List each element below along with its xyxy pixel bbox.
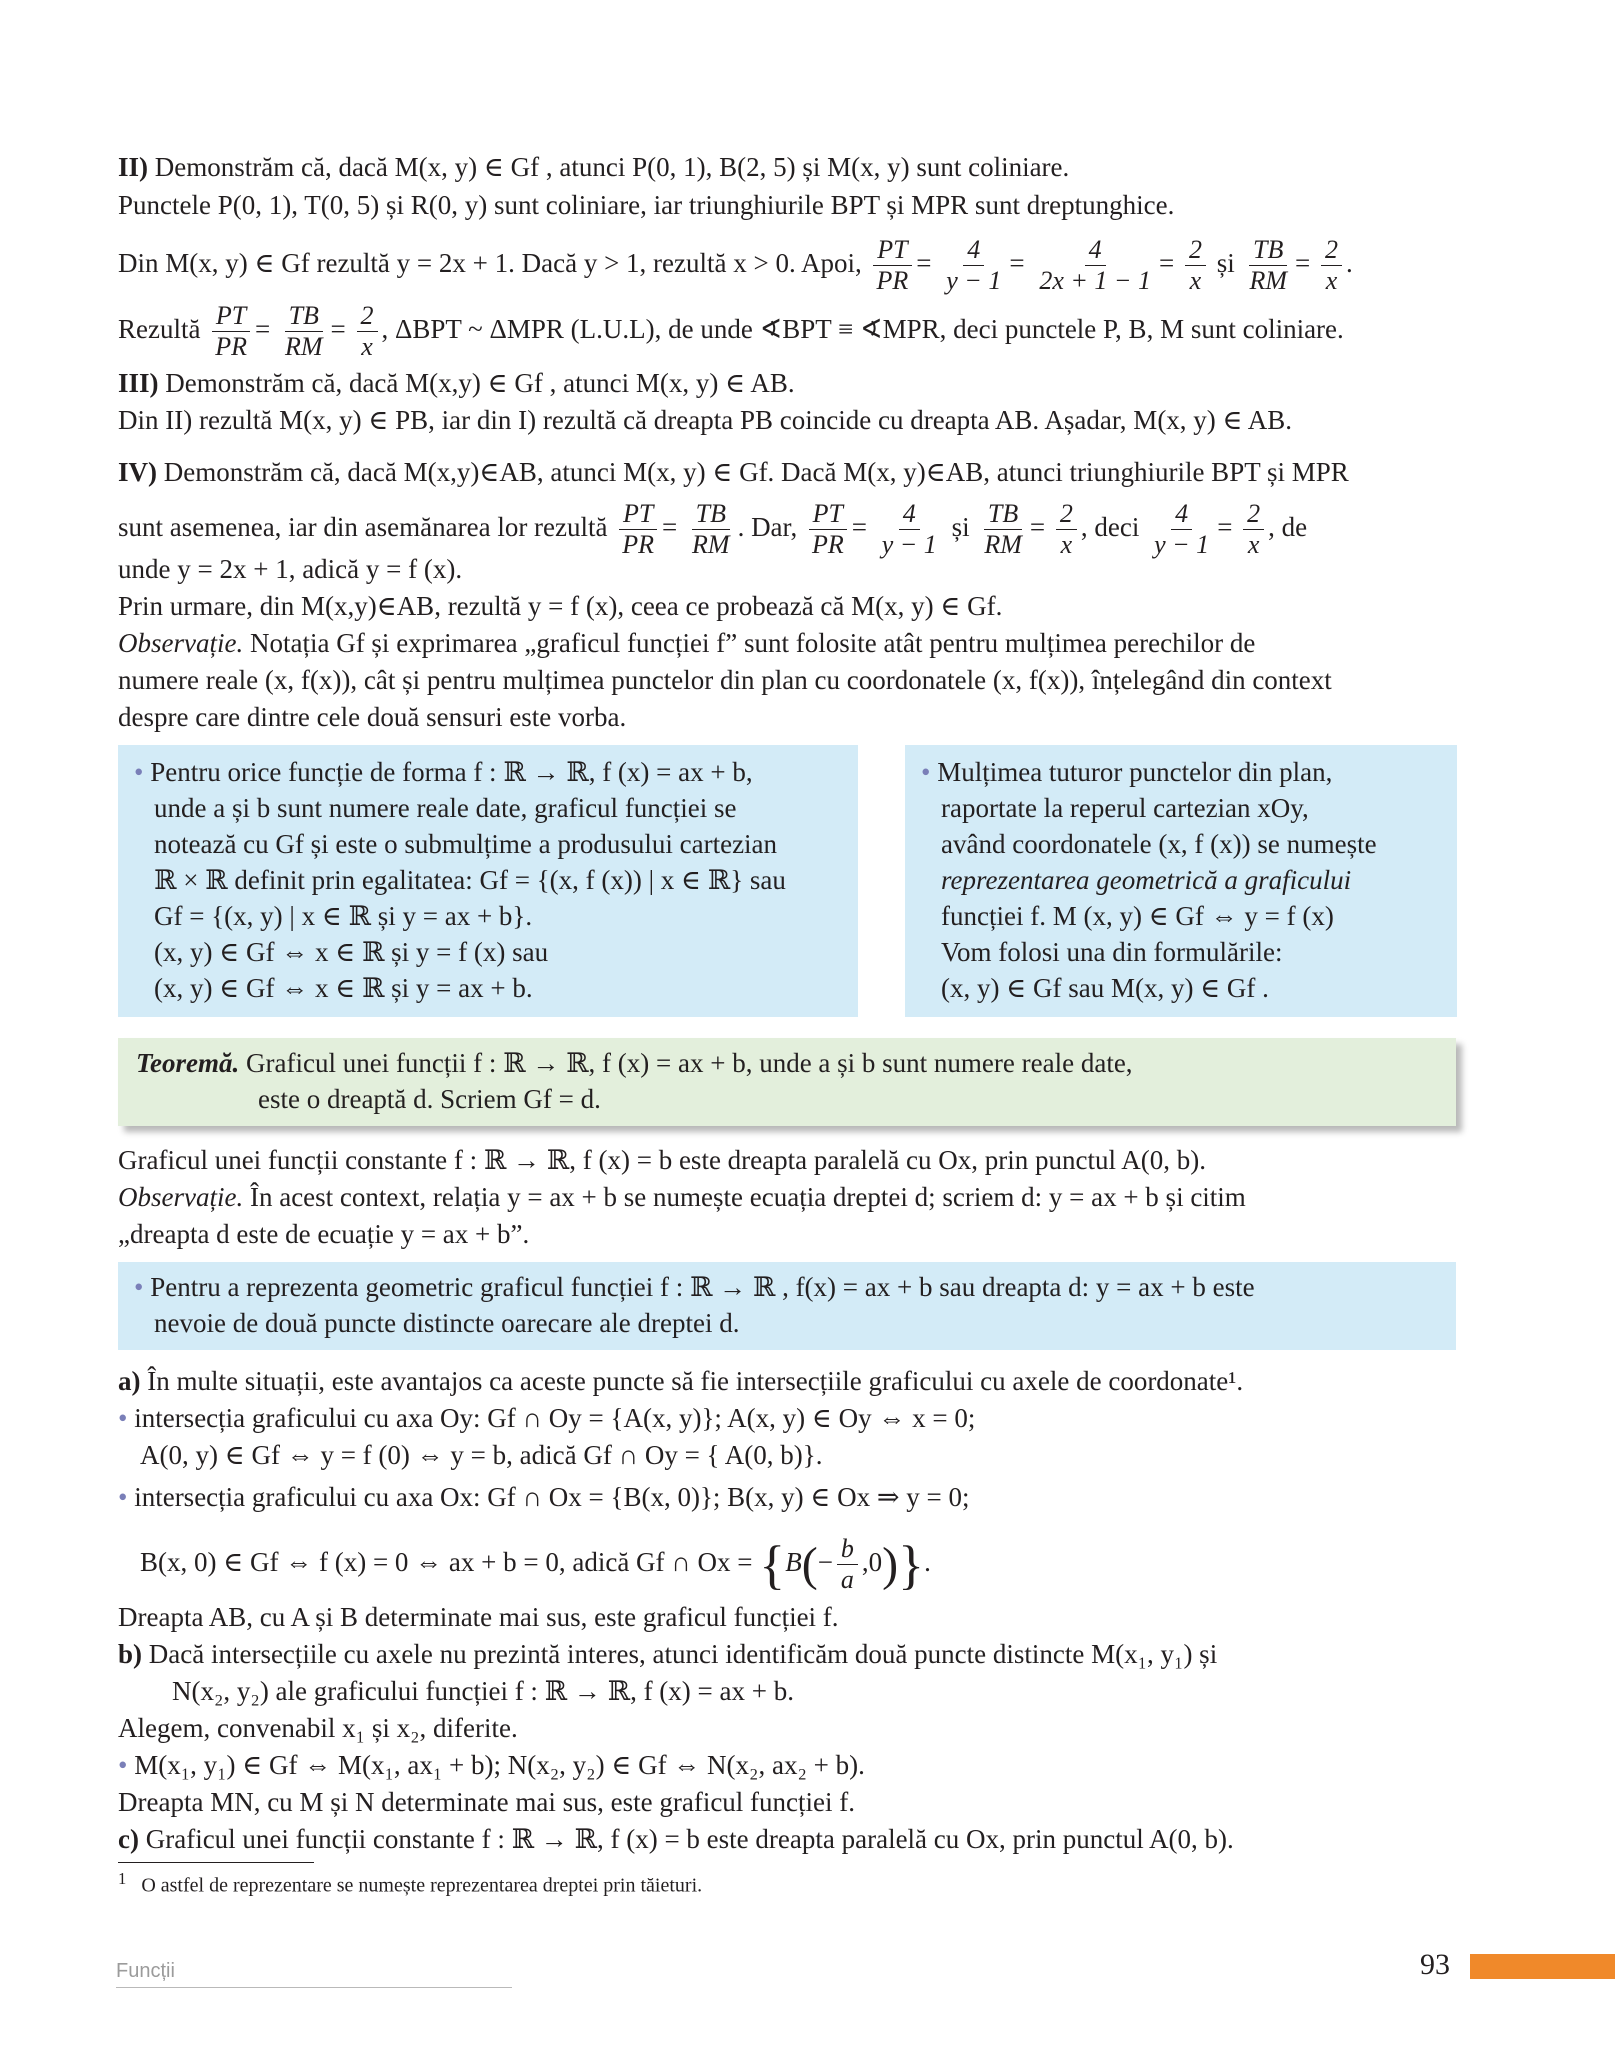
page-accent-bar: [1470, 1954, 1615, 1979]
footnote-rule: [118, 1862, 314, 1863]
section-iii-line-2: Din II) rezultă M(x, y) ∈ PB, iar din I) rezultă că dreapta PB coincide cu dreapta AB. Așadar, M(x, y) ∈ AB.: [118, 405, 1293, 435]
box-left-line-1: • Pentru orice funcție de forma f : ℝ → ℝ, f (x) = ax + b,: [134, 757, 753, 787]
section-ii-line-3: Din M(x, y) ∈ Gf rezultă y = 2x + 1. Dacă y > 1, rezultă x > 0. Apoi, $\frac{PT}{PR}$ = $\frac{4}{y - 1}$ = $\frac{4}{2x + 1 - 1}$ = $\frac{2}{x}$ și $\frac{TB}{RM}$ = $\frac{2}{x}$ .: [118, 235, 1353, 296]
representation-box: [118, 1262, 1456, 1350]
fraction-2-x: $\frac{2}{x}$: [1185, 235, 1206, 296]
method-a-line-6: Dreapta AB, cu A și B determinate mai sus, este graficul funcției f.: [118, 1602, 839, 1632]
definition-box-left: • Pentru orice funcție de forma f : ℝ → ℝ, f (x) = ax + b, unde a și b sunt numere reale date, graficul funcției se notează cu Gf și este o submulțime a produsului cartezian ℝ × ℝ definit prin egalitatea: Gf = {(x, f (x)) | x ∈ ℝ} sau Gf = {(x, y) | x ∈ ℝ și y = ax + b}. (x, y) ∈ Gf ⇔ x ∈ ℝ și y = f (x) sau (x, y) ∈ Gf ⇔ x ∈ ℝ și y = ax + b.: [118, 745, 858, 1017]
theorem-line-1: Teoremă. Graficul unei funcții f : ℝ → ℝ, f (x) = ax + b, unde a și b sunt numere reale date,: [136, 1048, 1133, 1078]
box-right-line-1: • Mulțimea tuturor punctelor din plan,: [921, 757, 1333, 787]
observation-2-line-1: Observație. În acest context, relația y = ax + b se numește ecuația dreptei d; scriem d: y = ax + b și citim: [118, 1182, 1246, 1212]
method-a-line-4: • intersecția graficului cu axa Ox: Gf ∩ Ox = {B(x, 0)}; B(x, y) ∈ Ox ⇒ y = 0;: [118, 1482, 970, 1512]
section-iii-line-1: III) Demonstrăm că, dacă M(x,y) ∈ Gf , atunci M(x, y) ∈ AB.: [118, 368, 795, 398]
fraction-tb-rm: $\frac{TB}{RM}$: [1249, 235, 1287, 296]
page-number: 93: [1420, 1948, 1450, 1981]
section-ii-line-4: Rezultă $\frac{PT}{PR}$ = $\frac{TB}{RM}$ = $\frac{2}{x}$ , ΔBPT ~ ΔMPR (L.U.L), de unde ∢BPT ≡ ∢MPR, deci punctele P, B, M sunt coliniare.: [118, 301, 1344, 362]
method-a-line-1: a) În multe situații, este avantajos ca aceste puncte să fie intersecțiile graficului cu axele de coordonate¹.: [118, 1366, 1244, 1396]
method-b-line-4: • M(x₁, y₁) ∈ Gf ⇔ M(x₁, ax₁ + b); N(x₂, y₂) ∈ Gf ⇔ N(x₂, ax₂ + b).: [118, 1750, 865, 1780]
method-a-line-3: A(0, y) ∈ Gf ⇔ y = f (0) ⇔ y = b, adică Gf ∩ Oy = { A(0, b)}.: [140, 1440, 823, 1470]
fraction-4-2x: $\frac{4}{2x + 1 - 1}$: [1039, 235, 1151, 296]
method-b-line-2: N(x₂, y₂) ale graficului funcției f : ℝ → ℝ, f (x) = ax + b.: [172, 1676, 794, 1706]
method-b-line-1: b) Dacă intersecțiile cu axele nu prezintă interes, atunci identificăm două puncte distincte M(x₁, y₁) și: [118, 1639, 1218, 1669]
footnote: $^1$ O astfel de reprezentare se numește reprezentarea dreptei prin tăieturi.: [118, 1869, 703, 1897]
footer-divider: [116, 1987, 512, 1988]
observation-line-2: numere reale (x, f(x)), cât și pentru mulțimea punctelor din plan cu coordonatele (x, f(x)), înțelegând din context: [118, 665, 1332, 695]
section-ii-line-2: Punctele P(0, 1), T(0, 5) și R(0, y) sunt coliniare, iar triunghiurile BPT și MPR sunt dreptunghice.: [118, 190, 1175, 220]
observation-2-line-2: „dreapta d este de ecuație y = ax + b”.: [118, 1219, 530, 1249]
section-iv-line-2: sunt asemenea, iar din asemănarea lor rezultă $\frac{PT}{PR}$ = $\frac{TB}{RM}$ . Dar, $\frac{PT}{PR}$ = $\frac{4}{y - 1}$ și $\frac{TB}{RM}$ = $\frac{2}{x}$ , deci $\frac{4}{y - 1}$ = $\frac{2}{x}$ , de: [118, 499, 1308, 560]
section-iv-line-3: unde y = 2x + 1, adică y = f (x).: [118, 554, 463, 584]
footer-chapter-title: Funcții: [116, 1960, 175, 1982]
method-a-line-5: B(x, 0) ∈ Gf ⇔ f (x) = 0 ⇔ ax + b = 0, adică Gf ∩ Ox = {B(− $\frac{b}{a}$ ,0)}.: [140, 1534, 931, 1595]
observation-line-1: Observație. Notația Gf și exprimarea „graficul funcției f” sunt folosite atât pentru mulțimea perechilor de: [118, 628, 1256, 658]
observation-line-3: despre care dintre cele două sensuri este vorba.: [118, 702, 627, 732]
representation-line-2: nevoie de două puncte distincte oarecare ale dreptei d.: [154, 1308, 740, 1338]
method-a-line-2: • intersecția graficului cu axa Oy: Gf ∩ Oy = {A(x, y)}; A(x, y) ∈ Oy ⇔ x = 0;: [118, 1403, 976, 1433]
section-iv-line-1: IV) Demonstrăm că, dacă M(x,y)∈AB, atunci M(x, y) ∈ Gf. Dacă M(x, y)∈AB, atunci triunghiurile BPT și MPR: [118, 457, 1349, 487]
method-c-line-1: c) Graficul unei funcții constante f : ℝ → ℝ, f (x) = b este dreapta paralelă cu Ox, prin punctul A(0, b).: [118, 1824, 1234, 1854]
constant-function-line: Graficul unei funcții constante f : ℝ → ℝ, f (x) = b este dreapta paralelă cu Ox, prin punctul A(0, b).: [118, 1145, 1207, 1175]
fraction-pt-pr: $\frac{PT}{PR}$: [872, 235, 912, 296]
method-b-line-3: Alegem, convenabil x₁ și x₂, diferite.: [118, 1713, 518, 1743]
representation-line-1: • Pentru a reprezenta geometric graficul funcției f : ℝ → ℝ , f(x) = ax + b sau dreapta d: y = ax + b este: [134, 1272, 1255, 1302]
section-ii-line-1: II) Demonstrăm că, dacă M(x, y) ∈ Gf , atunci P(0, 1), B(2, 5) și M(x, y) sunt coliniare.: [118, 152, 1070, 182]
definition-box-right: • Mulțimea tuturor punctelor din plan, raportate la reperul cartezian xOy, având coordonatele (x, f (x)) se numește reprezentarea geometrică a graficului funcției f. M (x, y) ∈ Gf ⇔ y = f (x) Vom folosi una din formulările: (x, y) ∈ Gf sau M(x, y) ∈ Gf .: [905, 745, 1457, 1017]
theorem-line-2: este o dreaptă d. Scriem Gf = d.: [258, 1084, 601, 1114]
section-iv-line-4: Prin urmare, din M(x,y)∈AB, rezultă y = f (x), ceea ce probează că M(x, y) ∈ Gf.: [118, 591, 1003, 621]
method-b-line-5: Dreapta MN, cu M și N determinate mai sus, este graficul funcției f.: [118, 1787, 856, 1817]
fraction-2-x-b: $\frac{2}{x}$: [1321, 235, 1342, 296]
theorem-box: [118, 1038, 1456, 1126]
fraction-4-y1: $\frac{4}{y - 1}$: [946, 235, 1002, 296]
